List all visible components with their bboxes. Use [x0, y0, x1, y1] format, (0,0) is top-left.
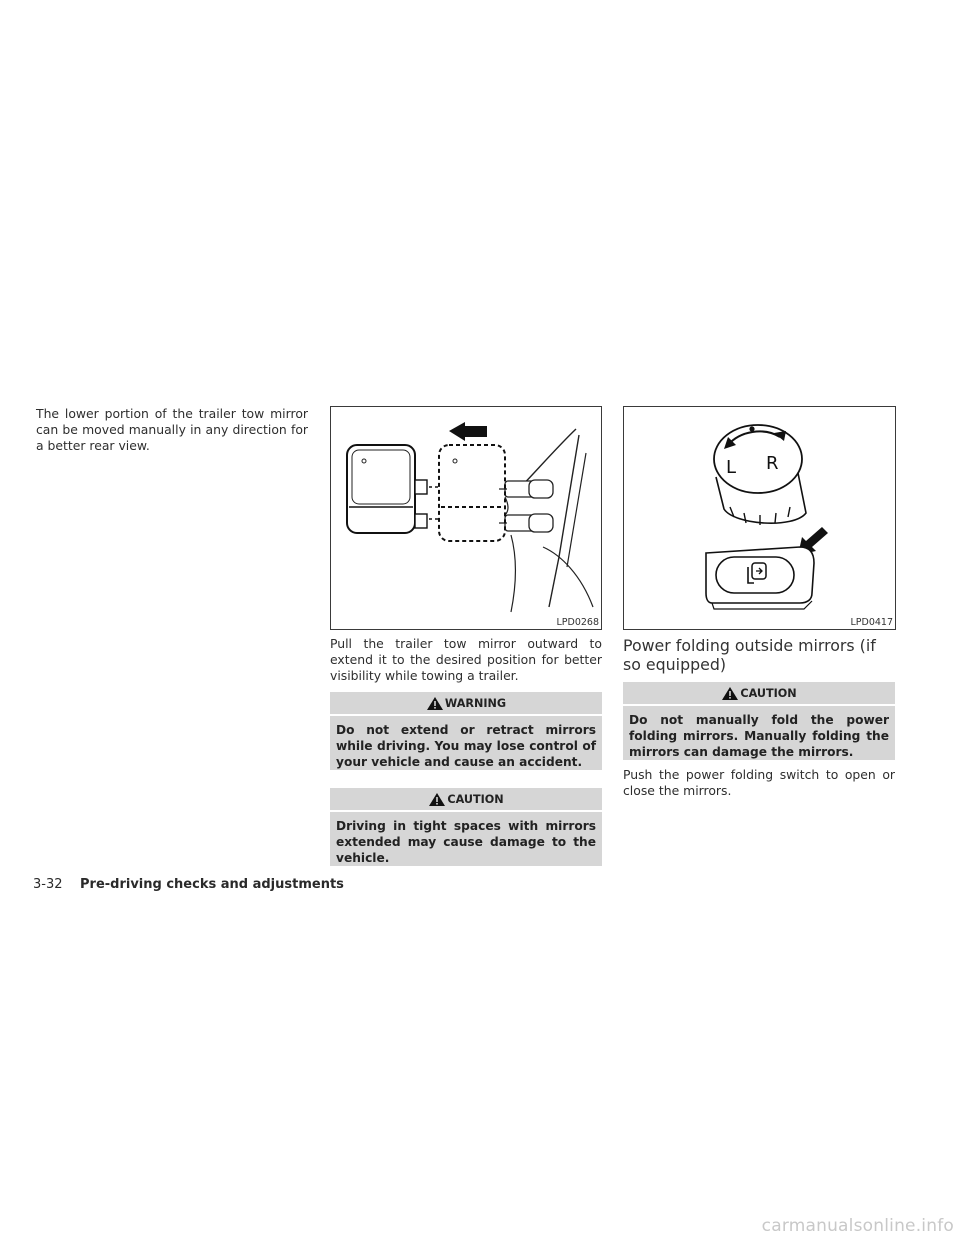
intro-paragraph: The lower portion of the trailer tow mirror can be moved manually in any direction for a better rear view.	[36, 406, 308, 454]
tow-mirror-illustration	[331, 407, 601, 629]
caution-banner-middle	[330, 788, 602, 810]
knob-right-label: R	[766, 453, 779, 474]
figure-label-lpd0417: LPD0417	[850, 617, 893, 628]
page-number: 3-32	[33, 877, 63, 892]
figure-label-lpd0268: LPD0268	[556, 617, 599, 628]
warning-title: WARNING	[444, 696, 507, 710]
knob-left-label: L	[726, 457, 737, 478]
tow-mirror-figure	[330, 406, 602, 630]
pull-direction-arrow-icon	[449, 422, 487, 441]
caution-title-right: CAUTION	[740, 686, 797, 700]
pull-mirror-paragraph: Pull the trailer tow mirror outward to extend it to the desired position for better visibility while towing a trailer.	[330, 636, 602, 684]
section-title: Pre-driving checks and adjustments	[80, 877, 344, 892]
caution-text-right: Do not manually fold the power folding mirrors. Manually folding the mirrors can damage the mirrors.	[623, 706, 895, 760]
site-watermark: carmanualsonline.info	[761, 1216, 954, 1236]
push-switch-paragraph: Push the power folding switch to open or close the mirrors.	[623, 767, 895, 799]
caution-title-middle: CAUTION	[447, 792, 504, 806]
fold-switch-figure	[623, 406, 896, 630]
warning-triangle-icon	[426, 696, 444, 711]
caution-triangle-icon	[428, 792, 446, 807]
caution-text-middle: Driving in tight spaces with mirrors extended may cause damage to the vehicle.	[330, 812, 602, 866]
warning-banner	[330, 692, 602, 714]
caution-triangle-icon	[721, 686, 739, 701]
fold-switch-illustration	[624, 407, 895, 629]
caution-banner-right	[623, 682, 895, 704]
warning-text: Do not extend or retract mirrors while driving. You may lose control of your vehicle and cause an accident.	[330, 716, 602, 770]
section-heading: Power folding outside mirrors (if so equipped)	[623, 636, 876, 674]
